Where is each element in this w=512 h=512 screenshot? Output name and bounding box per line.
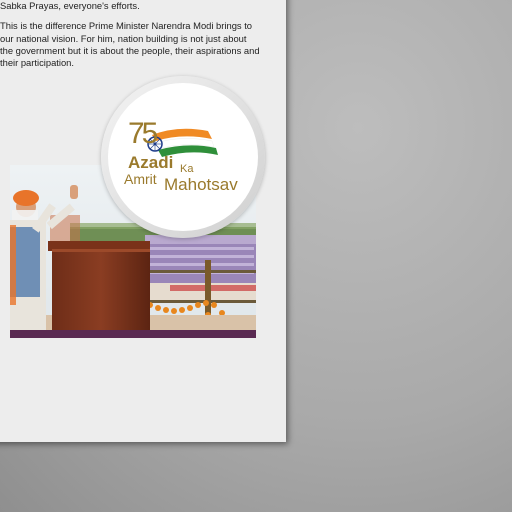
article-line: our national vision. For him, nation building is not just about <box>0 32 247 44</box>
logo-badge <box>108 83 258 231</box>
article-text <box>0 0 270 69</box>
article-line: Sabka Prayas, everyone's efforts. <box>0 0 140 11</box>
photo-footer-band <box>10 330 256 338</box>
logo-number: 75 <box>128 117 156 150</box>
article-line: This is the difference Prime Minister Narendra Modi brings to <box>0 20 253 32</box>
logo-line1: Azadi <box>128 153 174 172</box>
logo-line2: Amrit <box>124 171 157 187</box>
logo-line1-small: Ka <box>180 163 194 175</box>
article-line: the government but it is about the people, their aspirations and <box>0 44 260 56</box>
article-line: their participation. <box>0 57 74 69</box>
logo-line2-b: Mahotsav <box>164 175 238 194</box>
